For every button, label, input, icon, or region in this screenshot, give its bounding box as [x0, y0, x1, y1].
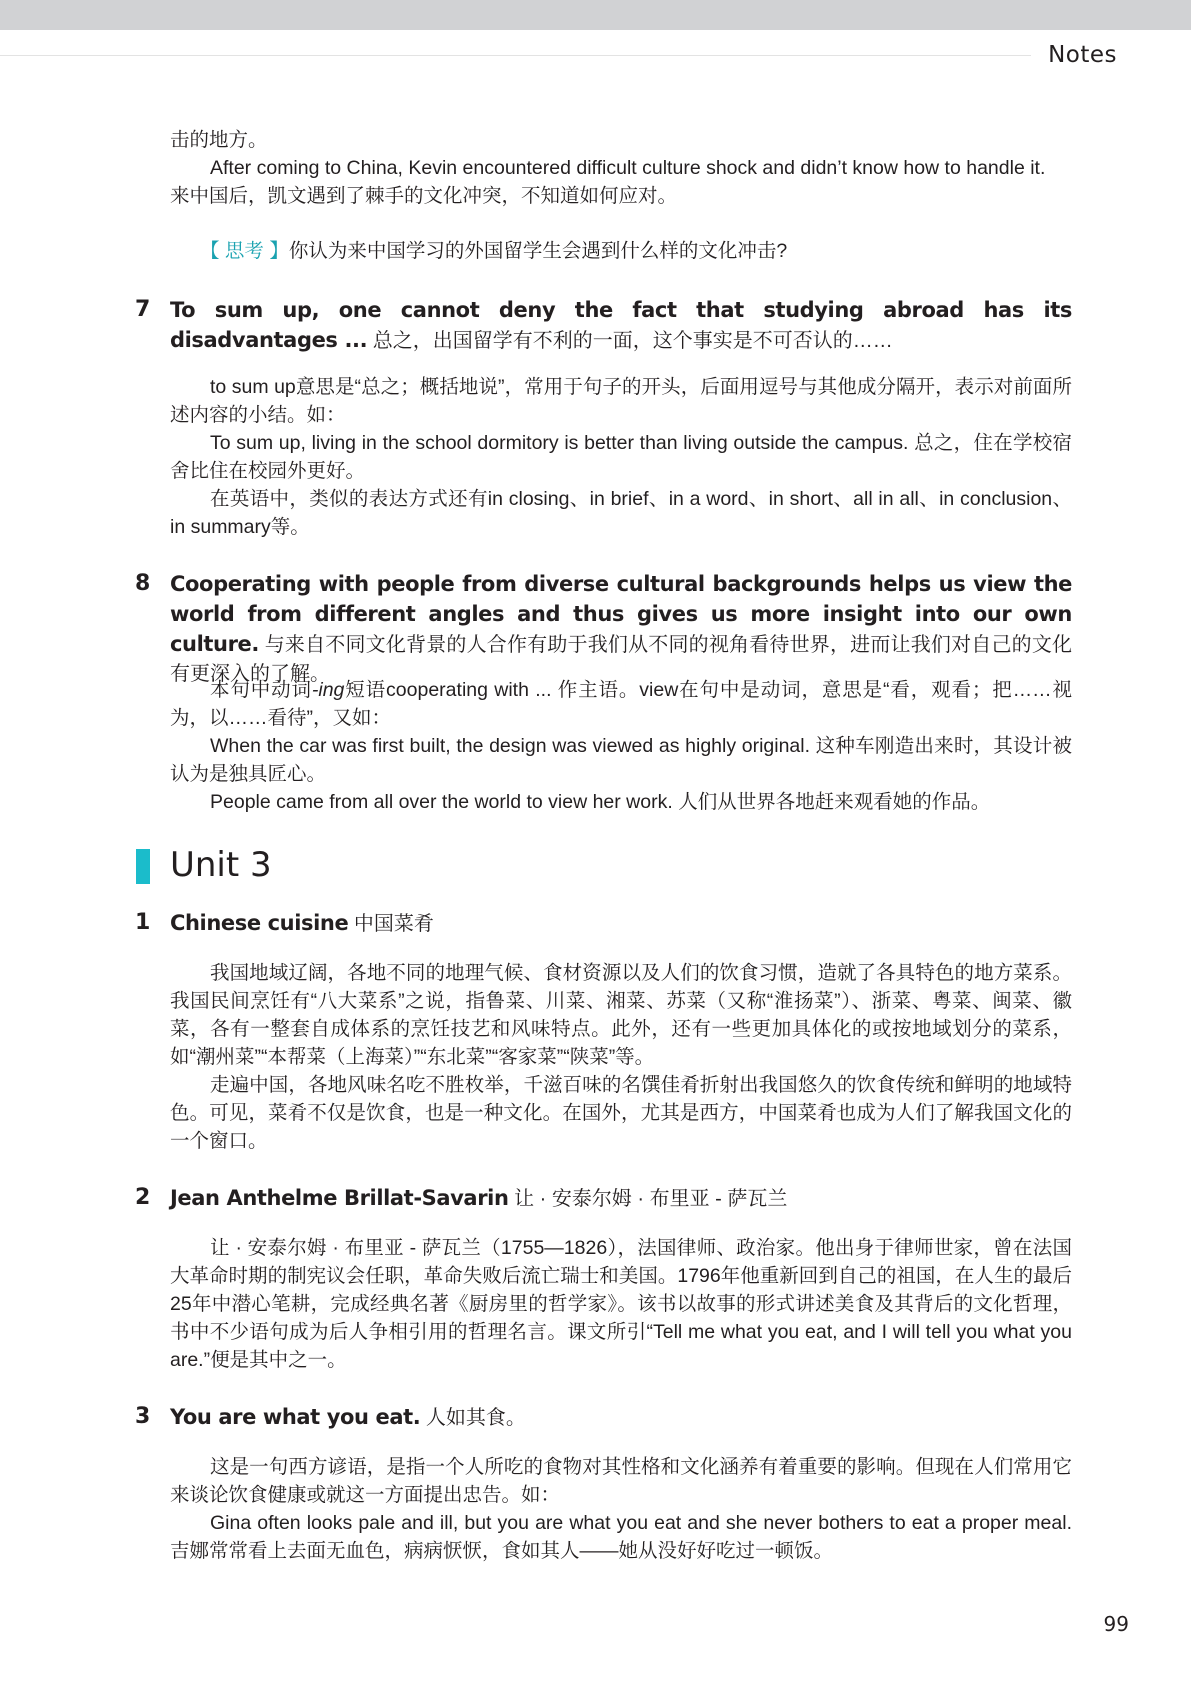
- note-heading: [170, 1403, 1072, 1433]
- note-paragraph: to sum up意思是“总之；概括地说”，常用于句子的开头，后面用逗号与其他成分隔开，表示对前面所述内容的小结。如：: [170, 376, 1072, 426]
- note-heading: [170, 1184, 1072, 1214]
- header-rule: [0, 55, 1031, 56]
- note-heading-en: Cooperating with people from diverse cultural backgrounds helps us view the world from different angles and thus gives us more insight into our own culture.: [170, 572, 1072, 656]
- page-number: 99: [1103, 1612, 1129, 1636]
- note-number: 1: [135, 910, 151, 935]
- note-heading: [170, 570, 1072, 689]
- note-heading: [170, 296, 1072, 356]
- note-paragraph: 我国地域辽阔，各地不同的地理气候、食材资源以及人们的饮食习惯，造就了各具特色的地方菜系。我国民间烹饪有“八大菜系”之说，指鲁菜、川菜、湘菜、苏菜（又称“淮扬菜”）、浙菜、粤菜、闽菜、徽菜，各有一整套自成体系的烹饪技艺和风味特点。此外，还有一些更加具体化的或按地域划分的菜系，如“潮州菜”“本帮菜（上海菜）”“东北菜”“客家菜”“陕菜”等。: [170, 962, 1072, 1068]
- note-heading-en: Jean Anthelme Brillat-Savarin: [170, 1186, 509, 1210]
- text-span: 短语cooperating with ... 作主语。view在句中是动词，意思是“看，观看；把……视为，以……看待”，又如：: [170, 679, 1072, 729]
- note-heading: [170, 909, 1072, 939]
- note-number: 8: [135, 571, 151, 596]
- note-heading-en: You are what you eat.: [170, 1405, 421, 1429]
- italic-span: -ing: [311, 679, 345, 701]
- note-heading-zh: 人如其食。: [425, 1407, 526, 1429]
- note-heading-zh: 总之，出国留学有不利的一面，这个事实是不可否认的……: [372, 330, 893, 352]
- note-heading-zh: 与来自不同文化背景的人合作有助于我们从不同的视角看待世界，进而让我们对自己的文化有更深入的了解。: [170, 634, 1073, 685]
- note-paragraph: When the car was first built, the design was viewed as highly original. 这种车刚造出来时，其设计被认为是独具匠心。: [170, 735, 1072, 785]
- note-paragraph: 这是一句西方谚语，是指一个人所吃的食物对其性格和文化涵养有着重要的影响。但现在人们常用它来谈论饮食健康或就这一方面提出忠告。如：: [170, 1456, 1072, 1506]
- continuation-text: 击的地方。: [170, 129, 268, 151]
- top-gray-band: [0, 0, 1191, 30]
- example-zh: 来中国后，凯文遇到了棘手的文化冲突，不知道如何应对。: [170, 185, 678, 207]
- think-label: 【 思考 】: [200, 240, 289, 262]
- note-paragraph: [170, 676, 1072, 732]
- note-heading-en: Chinese cuisine: [170, 911, 349, 935]
- example-en: After coming to China, Kevin encountered difficult culture shock and didn’t know how to handle it.: [210, 157, 1046, 179]
- note-paragraph: 走遍中国，各地风味名吃不胜枚举，千滋百味的名馔佳肴折射出我国悠久的饮食传统和鲜明的地域特色。可见，菜肴不仅是饮食，也是一种文化。在国外，尤其是西方，中国菜肴也成为人们了解我国文化的一个窗口。: [170, 1074, 1072, 1152]
- note-heading-en: To sum up, one cannot deny the fact that studying abroad has its disadvantages ...: [170, 298, 1072, 352]
- note-paragraph: People came from all over the world to view her work. 人们从世界各地赶来观看她的作品。: [210, 791, 991, 813]
- note-number: 3: [135, 1404, 151, 1429]
- unit-accent-bar: [136, 849, 150, 884]
- note-number: 7: [135, 297, 151, 322]
- text-span: 本句中动词: [210, 679, 312, 701]
- note-number: 2: [135, 1185, 151, 1210]
- section-label: Notes: [1048, 42, 1117, 68]
- unit-title: Unit 3: [170, 845, 272, 885]
- note-paragraph: 让 · 安泰尔姆 · 布里亚 - 萨瓦兰（1755—1826），法国律师、政治家。他出身于律师世家，曾在法国大革命时期的制宪议会任职，革命失败后流亡瑞士和美国。1796年他重新回到自己的祖国，在人生的最后25年中潜心笔耕，完成经典名著《厨房里的哲学家》。该书以故事的形式讲述美食及其背后的文化哲理，书中不少语句成为后人争相引用的哲理名言。课文所引“Tell me what you eat, and I will tell you what you are.”便是其中之一。: [170, 1237, 1072, 1371]
- note-paragraph: To sum up, living in the school dormitory is better than living outside the campus. 总之，住在学校宿舍比住在校园外更好。: [170, 432, 1072, 482]
- think-question: [200, 237, 1072, 265]
- think-text: 你认为来中国学习的外国留学生会遇到什么样的文化冲击?: [288, 240, 788, 262]
- note-paragraph: Gina often looks pale and ill, but you are what you eat and she never bothers to eat a proper meal. 吉娜常常看上去面无血色，病病恹恹，食如其人——她从没好好吃过一顿饭。: [170, 1512, 1072, 1562]
- note-heading-zh: 让 · 安泰尔姆 · 布里亚 - 萨瓦兰: [514, 1188, 788, 1210]
- note-paragraph: 在英语中，类似的表达方式还有in closing、in brief、in a word、in short、all in all、in conclusion、in summary等。: [170, 488, 1072, 538]
- note-heading-zh: 中国菜肴: [353, 913, 434, 935]
